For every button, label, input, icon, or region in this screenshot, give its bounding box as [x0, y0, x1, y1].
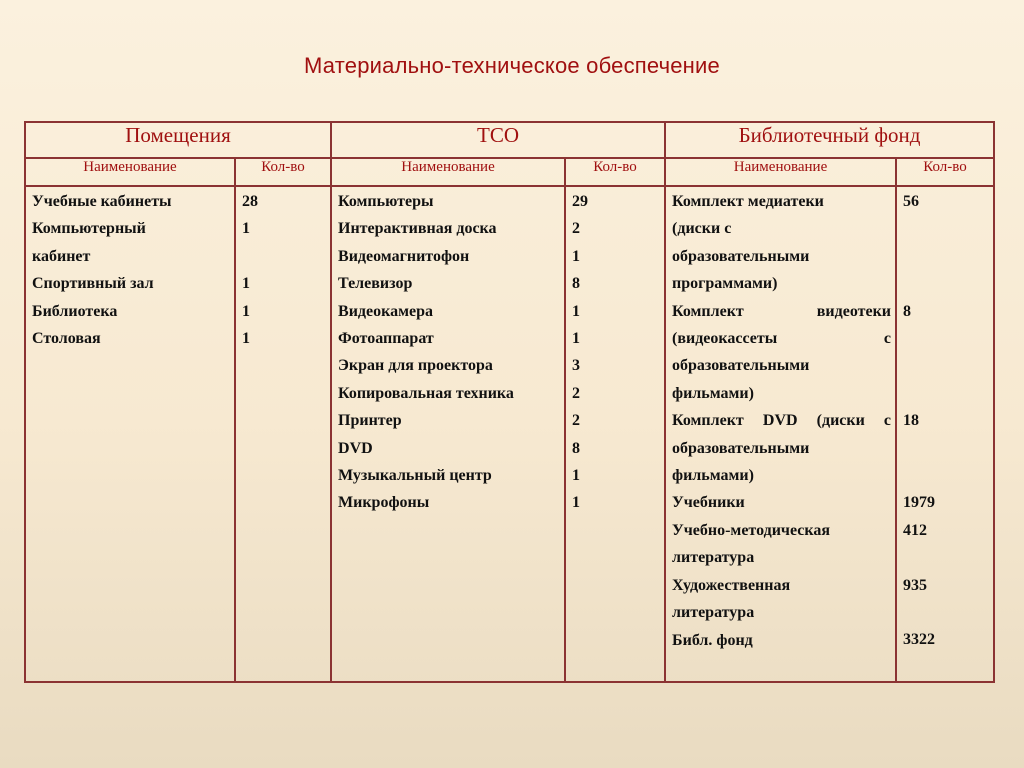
- list-item: 412: [903, 521, 928, 539]
- list-item: 18: [903, 412, 920, 430]
- list-item: 28: [242, 193, 258, 210]
- list-item: 1: [572, 330, 581, 348]
- list-item: Библ. фонд: [672, 631, 753, 649]
- list-item: [903, 270, 989, 297]
- list-item: образовательными: [672, 439, 810, 457]
- list-item: 2: [572, 412, 581, 430]
- premises-counts-cell: [235, 186, 331, 682]
- list-item: Комплект медиатеки: [672, 193, 824, 210]
- library-counts-cell: [896, 186, 994, 682]
- table-body-row: [25, 186, 994, 682]
- list-item: 1: [572, 302, 581, 320]
- list-item: 8: [572, 439, 581, 457]
- list-item: Художественная: [672, 576, 791, 594]
- list-item: литература: [672, 604, 755, 622]
- list-item: образовательными: [672, 357, 810, 375]
- library-counts-list: [897, 187, 993, 654]
- tso-names-list: [332, 187, 564, 517]
- library-names-list: [666, 187, 895, 654]
- list-item: кабинет: [32, 247, 91, 265]
- page-title: Материально-техническое обеспечение: [304, 53, 720, 78]
- tso-names-cell: [331, 186, 565, 682]
- list-item: 1: [572, 494, 581, 512]
- list-item: [903, 380, 989, 407]
- list-item: 3322: [903, 631, 936, 649]
- list-item: Музыкальный центр: [338, 467, 492, 485]
- list-item: 1: [242, 275, 250, 293]
- list-item: (диски с: [672, 220, 732, 238]
- list-item: Комплект видеотеки: [672, 302, 892, 320]
- list-item: 1: [572, 247, 581, 265]
- list-item: [903, 544, 989, 571]
- list-item: фильмами): [672, 467, 754, 485]
- group-header-premises: Помещения: [25, 122, 331, 158]
- list-item: Принтер: [338, 412, 402, 430]
- list-item: 1: [242, 330, 250, 348]
- list-item: [903, 215, 989, 242]
- premises-names-cell: [25, 186, 235, 682]
- list-item: (видеокассеты с: [672, 330, 892, 348]
- list-item: Фотоаппарат: [338, 330, 434, 348]
- list-item: 8: [572, 275, 581, 293]
- resources-table: [24, 121, 995, 683]
- list-item: 8: [903, 302, 912, 320]
- library-names-cell: [665, 186, 896, 682]
- group-header-row: [25, 122, 994, 158]
- group-header-library: Библиотечный фонд: [665, 122, 994, 158]
- list-item: образовательными: [672, 247, 810, 265]
- list-item: [903, 243, 989, 270]
- list-item: 2: [572, 384, 581, 402]
- list-item: Микрофоны: [338, 494, 430, 512]
- list-item: Копировальная техника: [338, 384, 514, 402]
- col-header-premises-name: Наименование: [25, 158, 235, 186]
- list-item: 1979: [903, 494, 936, 512]
- list-item: [903, 462, 989, 489]
- list-item: [903, 352, 989, 379]
- list-item: [903, 435, 989, 462]
- list-item: 29: [572, 193, 589, 210]
- list-item: 56: [903, 193, 920, 210]
- list-item: Экран для проектора: [338, 357, 493, 375]
- list-item: Учебно-методическая: [672, 521, 830, 539]
- list-item: Комплект DVD (диски с: [672, 412, 892, 430]
- list-item: Компьютеры: [338, 193, 434, 210]
- list-item: Спортивный зал: [32, 275, 154, 293]
- list-item: Компьютерный: [32, 220, 146, 238]
- list-item: Столовая: [32, 330, 101, 348]
- list-item: Видеокамера: [338, 302, 433, 320]
- tso-counts-list: [566, 187, 664, 517]
- list-item: [903, 325, 989, 352]
- column-header-row: [25, 158, 994, 186]
- list-item: литература: [672, 549, 755, 567]
- list-item: DVD: [338, 439, 373, 457]
- list-item: Видеомагнитофон: [338, 247, 470, 265]
- col-header-library-name: Наименование: [665, 158, 896, 186]
- list-item: Учебники: [672, 494, 745, 512]
- col-header-tso-name: Наименование: [331, 158, 565, 186]
- group-header-tso: ТСО: [331, 122, 665, 158]
- list-item: [242, 243, 326, 270]
- list-item: 1: [242, 302, 250, 320]
- col-header-library-count: Кол-во: [896, 158, 994, 186]
- list-item: фильмами): [672, 384, 754, 402]
- col-header-tso-count: Кол-во: [565, 158, 665, 186]
- list-item: [903, 599, 989, 626]
- col-header-premises-count: Кол-во: [235, 158, 331, 186]
- list-item: 2: [572, 220, 581, 238]
- premises-counts-list: [236, 187, 330, 352]
- list-item: Телевизор: [338, 275, 413, 293]
- premises-names-list: [26, 187, 234, 352]
- list-item: Библиотека: [32, 302, 118, 320]
- list-item: 1: [242, 220, 250, 238]
- list-item: 935: [903, 576, 928, 594]
- list-item: Интерактивная доска: [338, 220, 497, 238]
- list-item: Учебные кабинеты: [32, 193, 172, 210]
- list-item: 3: [572, 357, 581, 375]
- list-item: 1: [572, 467, 581, 485]
- tso-counts-cell: [565, 186, 665, 682]
- list-item: программами): [672, 275, 778, 293]
